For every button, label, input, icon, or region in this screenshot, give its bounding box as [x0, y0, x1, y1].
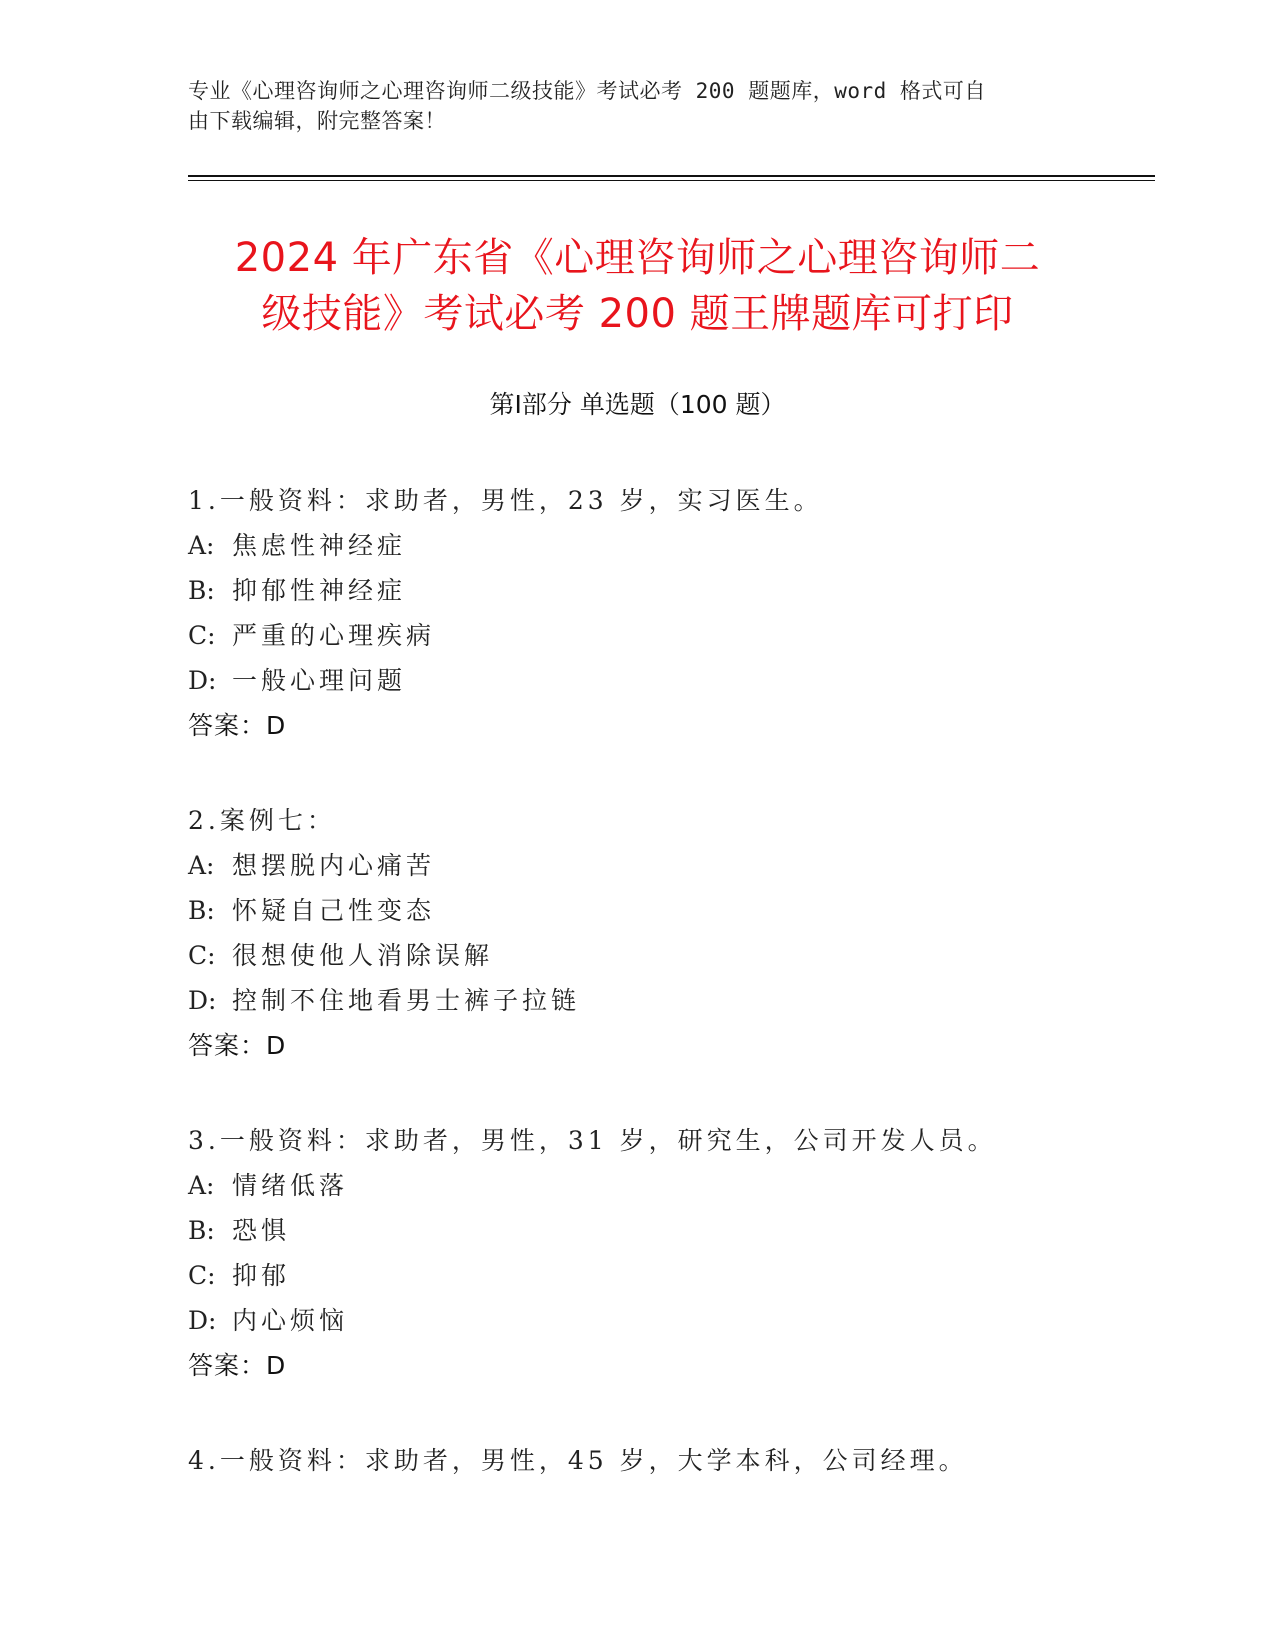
option-c — [188, 1253, 1148, 1298]
question-3 — [188, 1118, 1148, 1388]
option-text: 怀疑自己性变态 — [232, 896, 436, 925]
option-letter: A: — [188, 1171, 215, 1200]
question-4 — [188, 1438, 1148, 1483]
header-note — [188, 76, 1068, 136]
document-title-line-2: 级技能》考试必考 200 题王牌题库可打印 — [261, 291, 1014, 337]
option-text: 很想使他人消除误解 — [232, 941, 494, 970]
option-text: 严重的心理疾病 — [232, 621, 436, 650]
option-text: 情绪低落 — [232, 1171, 349, 1200]
option-text: 想摆脱内心痛苦 — [232, 851, 436, 880]
option-b — [188, 888, 1148, 933]
option-b — [188, 1208, 1148, 1253]
question-stem: 4.一般资料：求助者，男性，45 岁，大学本科，公司经理。 — [188, 1446, 968, 1475]
header-note-line-1: 专业《心理咨询师之心理咨询师二级技能》考试必考 200 题题库，word 格式可自 — [188, 79, 986, 103]
answer-line: 答案：D — [188, 711, 287, 740]
question-stem: 2.案例七： — [188, 806, 336, 835]
option-a — [188, 843, 1148, 888]
question-stem: 3.一般资料：求助者，男性，31 岁，研究生，公司开发人员。 — [188, 1126, 997, 1155]
option-letter: B: — [188, 1216, 215, 1245]
option-d — [188, 978, 1148, 1023]
option-a — [188, 1163, 1148, 1208]
option-letter: B: — [188, 896, 215, 925]
option-letter: B: — [188, 576, 215, 605]
option-a — [188, 523, 1148, 568]
option-b — [188, 568, 1148, 613]
question-list — [188, 478, 1148, 1533]
option-letter: C: — [188, 621, 216, 650]
option-text: 焦虑性神经症 — [232, 531, 407, 560]
header-divider-thick — [188, 175, 1155, 177]
document-title — [150, 230, 1125, 342]
option-text: 控制不住地看男士裤子拉链 — [232, 986, 581, 1015]
option-letter: D: — [188, 666, 217, 695]
option-text: 一般心理问题 — [232, 666, 407, 695]
option-letter: C: — [188, 1261, 216, 1290]
document-title-line-1: 2024 年广东省《心理咨询师之心理咨询师二 — [234, 235, 1041, 281]
header-divider-thin — [188, 180, 1155, 181]
section-heading: 第Ⅰ部分 单选题（100 题） — [489, 390, 786, 419]
option-letter: A: — [188, 531, 215, 560]
option-letter: D: — [188, 986, 217, 1015]
option-text: 抑郁性神经症 — [232, 576, 407, 605]
option-d — [188, 1298, 1148, 1343]
answer-line: 答案：D — [188, 1031, 287, 1060]
question-1 — [188, 478, 1148, 748]
option-letter: C: — [188, 941, 216, 970]
header-note-line-2: 由下载编辑，附完整答案！ — [188, 109, 446, 133]
option-d — [188, 658, 1148, 703]
answer-line: 答案：D — [188, 1351, 287, 1380]
option-c — [188, 613, 1148, 658]
option-letter: D: — [188, 1306, 217, 1335]
option-letter: A: — [188, 851, 215, 880]
option-text: 恐惧 — [232, 1216, 291, 1245]
option-text: 抑郁 — [232, 1261, 291, 1290]
question-2 — [188, 798, 1148, 1068]
option-c — [188, 933, 1148, 978]
option-text: 内心烦恼 — [232, 1306, 349, 1335]
question-stem: 1.一般资料：求助者，男性，23 岁，实习医生。 — [188, 486, 823, 515]
